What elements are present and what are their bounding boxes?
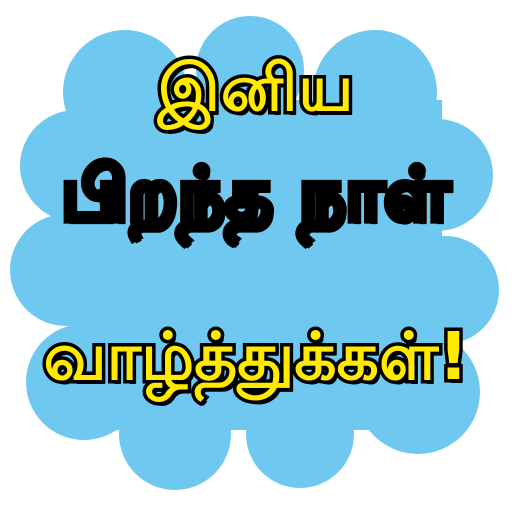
greeting-line-iniya: இனிய [157, 52, 355, 126]
greeting-line-wishes: வாழ்த்துக்கள்! [43, 318, 469, 395]
greeting-line-birthday-text: பிறந்த நாள் [61, 152, 451, 236]
greeting-line-birthday [0, 152, 512, 246]
